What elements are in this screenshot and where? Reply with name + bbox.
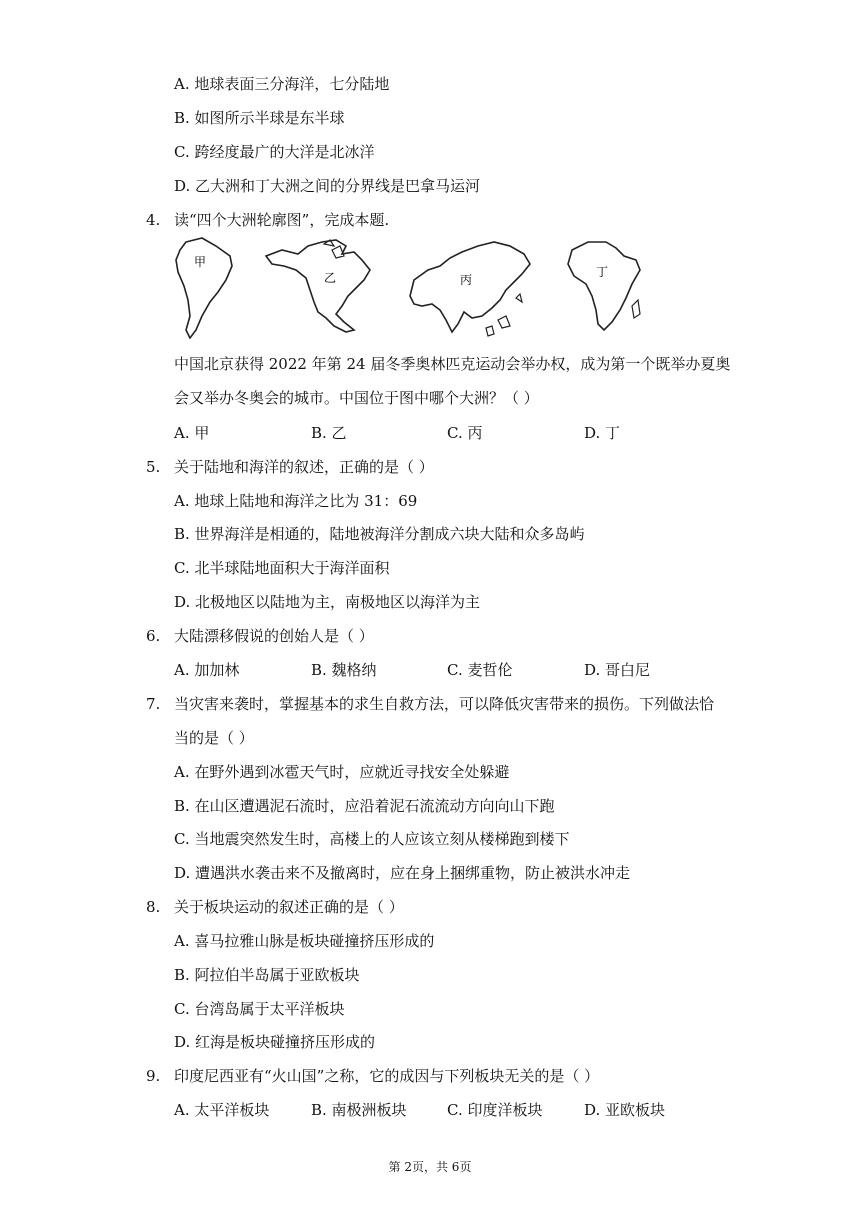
q4-stem: 读“四个大洲轮廓图”，完成本题. xyxy=(174,211,390,229)
q8-option-d: D. 红海是板块碰撞挤压形成的 xyxy=(174,1033,376,1051)
q8-option-a: A. 喜马拉雅山脉是板块碰撞挤压形成的 xyxy=(174,932,435,950)
continent-map-ding xyxy=(562,236,646,336)
q4-body-line2: 会又举办冬奥会的城市。中国位于图中哪个大洲？（ ） xyxy=(174,389,539,407)
continent-map-yi xyxy=(262,236,382,336)
q3-option-d: D. 乙大洲和丁大洲之间的分界线是巴拿马运河 xyxy=(174,177,481,195)
q6-stem: 大陆漂移假说的创始人是（ ） xyxy=(174,627,374,645)
q5-option-c: C. 北半球陆地面积大于海洋面积 xyxy=(174,559,390,577)
q5-option-a: A. 地球上陆地和海洋之比为 31：69 xyxy=(174,492,418,510)
map-label-yi: 乙 xyxy=(324,271,337,285)
q4-body-line1: 中国北京获得 2022 年第 24 届冬季奥林匹克运动会举办权，成为第一个既举办夏奥 xyxy=(174,355,731,373)
q7-stem-line2: 当的是（ ） xyxy=(174,729,254,747)
q8-option-b: B. 阿拉伯半岛属于亚欧板块 xyxy=(174,966,360,984)
q8-option-c: C. 台湾岛属于太平洋板块 xyxy=(174,1000,345,1018)
q9-option-d: D. 亚欧板块 xyxy=(584,1101,666,1119)
map-label-jia: 甲 xyxy=(194,255,207,269)
q9-number: 9. xyxy=(146,1067,161,1085)
q8-stem: 关于板块运动的叙述正确的是（ ） xyxy=(174,898,404,916)
q6-option-a: A. 加加林 xyxy=(174,661,240,679)
map-label-ding: 丁 xyxy=(596,265,609,279)
continent-outline-maps xyxy=(170,236,650,346)
q5-option-b: B. 世界海洋是相通的，陆地被海洋分割成六块大陆和众多岛屿 xyxy=(174,525,585,543)
q3-option-a: A. 地球表面三分海洋，七分陆地 xyxy=(174,75,390,93)
q6-option-c: C. 麦哲伦 xyxy=(447,661,513,679)
q7-option-a: A. 在野外遇到冰雹天气时，应就近寻找安全处躲避 xyxy=(174,763,510,781)
continent-map-bing xyxy=(402,236,534,344)
q3-option-c: C. 跨经度最广的大洋是北冰洋 xyxy=(174,143,375,161)
q4-option-c: C. 丙 xyxy=(447,424,483,442)
page-footer: 第 2页，共 6页 xyxy=(388,1160,472,1174)
map-label-bing: 丙 xyxy=(460,273,473,287)
q9-option-b: B. 南极洲板块 xyxy=(311,1101,407,1119)
q4-number: 4. xyxy=(146,211,161,229)
q8-number: 8. xyxy=(146,898,161,916)
q4-option-d: D. 丁 xyxy=(584,424,621,442)
q6-option-b: B. 魏格纳 xyxy=(311,661,377,679)
q9-stem: 印度尼西亚有“火山国”之称，它的成因与下列板块无关的是（ ） xyxy=(174,1067,600,1085)
q4-option-a: A. 甲 xyxy=(174,424,210,442)
q4-option-b: B. 乙 xyxy=(311,424,347,442)
continent-map-jia xyxy=(172,236,236,340)
q7-stem-line1: 当灾害来袭时，掌握基本的求生自救方法，可以降低灾害带来的损伤。下列做法恰 xyxy=(174,695,715,713)
q7-option-d: D. 遭遇洪水袭击来不及撤离时，应在身上捆绑重物，防止被洪水冲走 xyxy=(174,864,631,882)
q7-option-b: B. 在山区遭遇泥石流时，应沿着泥石流流动方向向山下跑 xyxy=(174,797,555,815)
q5-option-d: D. 北极地区以陆地为主，南极地区以海洋为主 xyxy=(174,593,481,611)
q7-number: 7. xyxy=(146,695,161,713)
q7-option-c: C. 当地震突然发生时，高楼上的人应该立刻从楼梯跑到楼下 xyxy=(174,830,570,848)
q5-stem: 关于陆地和海洋的叙述，正确的是（ ） xyxy=(174,458,434,476)
q5-number: 5. xyxy=(146,458,161,476)
q9-option-a: A. 太平洋板块 xyxy=(174,1101,270,1119)
q9-option-c: C. 印度洋板块 xyxy=(447,1101,543,1119)
q3-option-b: B. 如图所示半球是东半球 xyxy=(174,109,345,127)
q6-option-d: D. 哥白尼 xyxy=(584,661,651,679)
q6-number: 6. xyxy=(146,627,161,645)
